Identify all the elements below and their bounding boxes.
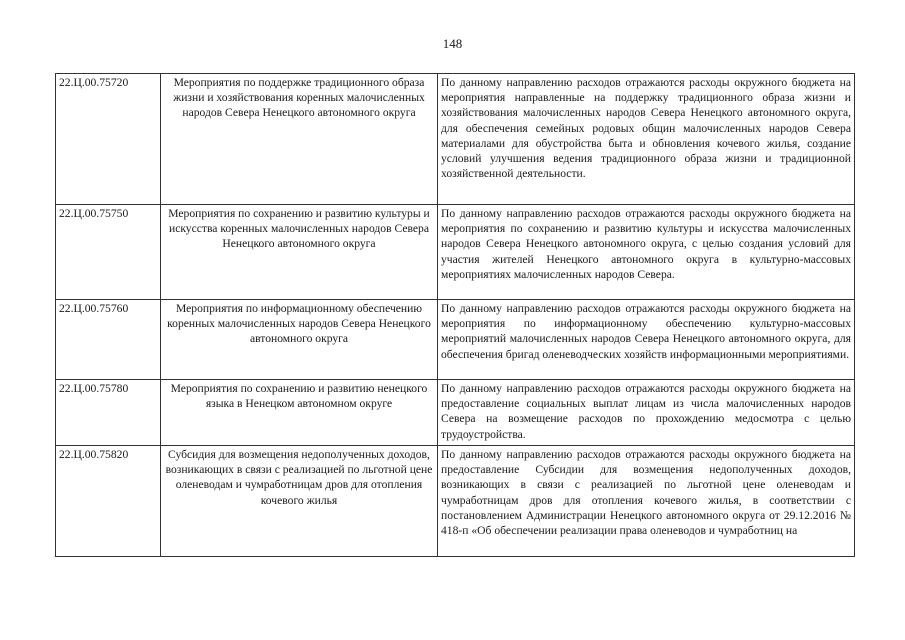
row-name: Мероприятия по информационному обеспечению коренных малочисленных народов Севера Ненецкого автономного округа: [161, 300, 438, 380]
table-row: [56, 300, 855, 380]
row-description: По данному направлению расходов отражаются расходы окружного бюджета на предоставление социальных выплат лицам из числа малочисленных народов Севера на возмещение расходов по прохождению медосмотра с целью трудоустройства.: [438, 380, 855, 446]
page-number: 148: [442, 36, 463, 51]
row-description: По данному направлению расходов отражаются расходы окружного бюджета на мероприятия по сохранению и развитию культуры и искусства малочисленных народов Севера Ненецкого автономного округа, с целью создания условий для участия жителей Ненецкого автономного округа в культурно-массовых мероприятиях малочисленных народов Севера.: [438, 205, 855, 300]
row-code: 22.Ц.00.75780: [56, 380, 161, 446]
row-name: Мероприятия по поддержке традиционного образа жизни и хозяйствования коренных малочисленных народов Севера Ненецкого автономного округа: [161, 74, 438, 205]
row-name: Мероприятия по сохранению и развитию культуры и искусства коренных малочисленных народов Севера Ненецкого автономного округа: [161, 205, 438, 300]
row-description: По данному направлению расходов отражаются расходы окружного бюджета на мероприятия направленные на поддержку традиционного образа жизни и хозяйствования малочисленных народов Севера Ненецкого автономного округа, для обеспечения семейных родовых общин малочисленных народов Севера материалами для обустройства быта и обновления кочевого жилья, создание условий улучшения ведения традиционного образа жизни и традиционной хозяйственной деятельности.: [438, 74, 855, 205]
row-code: 22.Ц.00.75720: [56, 74, 161, 205]
expense-directions-table: [55, 73, 855, 557]
table-row: [56, 380, 855, 446]
row-code: 22.Ц.00.75820: [56, 446, 161, 557]
row-name: Мероприятия по сохранению и развитию ненецкого языка в Ненецком автономном округе: [161, 380, 438, 446]
row-description: По данному направлению расходов отражаются расходы окружного бюджета на предоставление Субсидии для возмещения недополученных доходов, возникающих в связи с реализацией по льготной цене оленеводам и чумработницам дров для отопления кочевого жилья, в соответствии с постановлением Администрации Ненецкого автономного округа от 29.12.2016 № 418-п «Об обеспечении реализации права оленеводов и чумработниц на: [441, 448, 851, 538]
table-row: [56, 446, 855, 557]
row-code: 22.Ц.00.75750: [56, 205, 161, 300]
table-row: [56, 74, 855, 205]
row-description: По данному направлению расходов отражаются расходы окружного бюджета на мероприятия по информационному обеспечению культурно-массовых мероприятий малочисленных народов Севера Ненецкого автономного округа, для обеспечения бригад оленеводческих хозяйств информационными мероприятиями.: [438, 300, 855, 380]
table-row: [56, 205, 855, 300]
row-name: Субсидия для возмещения недополученных доходов, возникающих в связи с реализацией по льготной цене оленеводам и чумработницам дров для отопления кочевого жилья: [161, 446, 438, 557]
row-code: 22.Ц.00.75760: [56, 300, 161, 380]
row-description-cell: [438, 446, 855, 557]
